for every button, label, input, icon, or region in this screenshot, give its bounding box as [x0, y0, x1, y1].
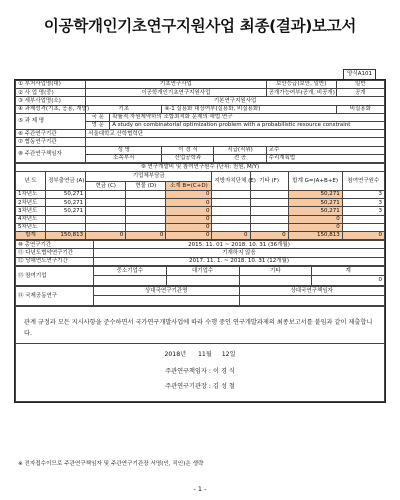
year-label: 3차년도 — [16, 207, 46, 215]
col-other: 기타 (F) — [250, 172, 288, 191]
signature-head-name: 김 성 철 — [213, 382, 235, 390]
value-task-name-ko: 확률적 자원제약하의 조합최적화 문제의 해법 연구 — [110, 113, 385, 121]
sum-kind: 0 — [126, 232, 166, 240]
sum-label: 합계 — [16, 232, 46, 240]
year-label: 4차년도 — [16, 215, 46, 223]
label-pi-name: 성 명 — [86, 146, 162, 154]
signature-head — [16, 382, 384, 391]
value-large — [166, 276, 239, 286]
label-coop-institution: ⑦ 협동연구기관 — [16, 138, 86, 146]
head-sme: 중소기업수 — [94, 266, 167, 276]
value-partner-inst — [94, 296, 240, 306]
row-task-name-ko — [16, 113, 385, 121]
row-program-name — [16, 89, 385, 97]
col-people: 참여연구원수 — [342, 172, 384, 191]
value-total-period: 2015. 11. 01 ~ 2018. 10. 31 (36개월) — [94, 241, 385, 249]
value-program-name: 이공학개인기초연구지원사업 — [86, 89, 266, 97]
year-total: 50,271 — [288, 207, 342, 215]
year-people: 3 — [342, 199, 384, 207]
date-day: 12일 — [221, 350, 236, 358]
value-disclosure: 공개 — [336, 89, 384, 97]
value-practical-use: 비실용화 — [336, 105, 384, 113]
label-task-nature: ④ 과제성격(기초, 응용, 개발) — [16, 105, 86, 113]
col-subtotal: 소계 B=(C+D) — [166, 181, 212, 191]
col-total: 합계 G=(A+B+E) — [288, 172, 342, 191]
year-people — [342, 223, 384, 231]
year-gov: 50,271 — [46, 199, 86, 207]
year-gov — [46, 215, 86, 223]
period-table — [15, 240, 385, 266]
form-id-badge: 양식A101 — [343, 69, 376, 80]
value-sub-program: 기본연구지원사업 — [86, 97, 385, 105]
signature-researcher-name: 이 경 식 — [213, 367, 235, 375]
year-total: 0 — [288, 223, 342, 231]
label-pi-title: 직급(직위) — [214, 146, 266, 154]
funding-header: ⑨ 연구개발비 및 참여연구원수 (단위: 천원, M/Y) — [16, 163, 385, 171]
label-host-institution: ⑥ 주관연구기관 — [16, 130, 86, 138]
signature-researcher-label: 주관연구책임자 : — [165, 367, 212, 375]
sum-people: 0 — [342, 232, 384, 240]
sum-local: 0 — [212, 232, 250, 240]
value-pi-dept: 산업공학과 — [162, 154, 214, 162]
head-partner-inst: 상대국연구기관명 — [94, 286, 240, 296]
label-total-period: ⑩ 총연구기간 — [16, 241, 94, 249]
value-pi-major: 수리계획법 — [266, 154, 384, 162]
report-title: 이공학개인기초연구지원사업 최종(결과)보고서 — [43, 17, 357, 35]
funding-sum-row — [16, 232, 385, 240]
label-sub-program: ③ 세부사업명(소) — [16, 97, 86, 105]
funding-row — [16, 207, 385, 215]
year-total: 50,271 — [288, 199, 342, 207]
value-partner-pi — [239, 296, 385, 306]
year-subtotal: 0 — [166, 191, 212, 199]
value-task-name-en: A study on combinatorial optimization problem with a probabilistic resource constraint — [110, 121, 385, 129]
label-ministry-program: ① 부처사업명(대) — [16, 81, 86, 89]
row-ministry-program — [16, 81, 385, 89]
label-disclosure: 공개가능여부(공개, 비공개) — [266, 89, 336, 97]
col-cash: 현금 (C) — [86, 181, 126, 191]
col-kind: 현물 (D) — [126, 181, 166, 191]
funding-row — [16, 191, 385, 199]
label-intl: ⑭ 국제공동연구 — [16, 286, 94, 305]
year-gov: 50,271 — [46, 207, 86, 215]
value-current-period: 2017. 11. 1. ~ 2018. 10. 31 (12개월) — [94, 257, 385, 265]
year-label: 5차년도 — [16, 223, 46, 231]
row-task-nature — [16, 105, 385, 113]
row-host-institution — [16, 130, 385, 138]
year-people: 3 — [342, 191, 384, 199]
value-pi-title: 교수 — [266, 146, 384, 154]
year-subtotal: 0 — [166, 215, 212, 223]
value-security: 일반 — [336, 81, 384, 89]
intl-table — [15, 286, 385, 306]
year-people — [342, 215, 384, 223]
label-multi-year-period: ⑪ 다년도협약연구기간 — [16, 249, 94, 257]
info-table — [15, 80, 385, 163]
label-program-name: ② 사 업 명(중) — [16, 89, 86, 97]
label-pi-major: 전 공 — [214, 154, 266, 162]
year-gov — [46, 223, 86, 231]
head-other: 기타 — [239, 266, 312, 276]
year-subtotal: 0 — [166, 199, 212, 207]
value-task-nature: 기초 — [86, 105, 162, 113]
value-pi-name: 이 경 식 — [162, 146, 214, 154]
year-label: 2차년도 — [16, 199, 46, 207]
year-gov: 50,271 — [46, 191, 86, 199]
signature-head-label: 주관연구기관장 : — [165, 382, 212, 390]
funding-row — [16, 223, 385, 231]
sum-other: 0 — [250, 232, 288, 240]
value-ministry-program: 기초연구사업 — [86, 81, 266, 89]
col-corp: 기업체부담금 — [86, 172, 212, 182]
participants-table — [15, 266, 385, 286]
sum-subtotal: 0 — [166, 232, 212, 240]
funding-table — [15, 163, 385, 240]
head-partner-pi: 상대국연구책임자 — [239, 286, 385, 296]
statement-table — [15, 306, 385, 402]
row-sub-program — [16, 97, 385, 105]
report-form — [14, 79, 386, 403]
head-large: 대기업수 — [166, 266, 239, 276]
label-english: 영 문 — [86, 121, 110, 129]
year-total: 0 — [288, 215, 342, 223]
sum-cash: 0 — [86, 232, 126, 240]
date-year: 2018년 — [164, 350, 187, 358]
year-subtotal: 0 — [166, 207, 212, 215]
submission-date — [16, 350, 384, 359]
head-count: 계 — [312, 266, 385, 276]
sum-gov: 150,813 — [46, 232, 86, 240]
label-pi: ⑧ 주관연구책임자 — [16, 146, 86, 162]
col-gov: 정부출연금 (A) — [46, 172, 86, 191]
sum-total: 150,813 — [288, 232, 342, 240]
row-coop-institution — [16, 138, 385, 146]
col-year: 년 도 — [16, 172, 46, 191]
value-other — [239, 276, 312, 286]
label-current-period: ⑫ 당해연도연구기간 — [16, 257, 94, 265]
year-total: 50,271 — [288, 191, 342, 199]
year-label: 1차년도 — [16, 191, 46, 199]
label-korean: 국 문 — [86, 113, 110, 121]
year-people: 3 — [342, 207, 384, 215]
label-practical-use: ④-1 실용화 대상여부(실용화, 비실용화) — [162, 105, 336, 113]
label-participants: ⑬ 참여기업 — [16, 266, 94, 285]
label-security: 보안등급(보안, 일반) — [266, 81, 336, 89]
signature-researcher — [16, 367, 384, 376]
submission-statement: 관계 규정과 모든 지시사항을 준수하면서 국가연구개발사업에 따라 수행 중인 연구개발과제의 최종보고서를 붙임과 같이 제출합니다. — [16, 306, 385, 343]
value-count: 0 — [312, 276, 385, 286]
funding-row — [16, 215, 385, 223]
value-host-institution: 서울대학교 산학협력단 — [86, 130, 385, 138]
label-task-name: ⑤ 과 제 명 — [16, 113, 86, 129]
label-pi-dept: 소속부서 — [86, 154, 162, 162]
col-local: 지방자치단체 (E) — [212, 172, 250, 191]
value-multi-year-period: 기재하지 않음 — [94, 249, 385, 257]
funding-row — [16, 199, 385, 207]
date-month: 11월 — [197, 350, 212, 358]
value-coop-institution — [86, 138, 385, 146]
row-pi-name — [16, 146, 385, 154]
page-number: - 1 - — [193, 485, 207, 493]
footnote: ※ 전자접수이므로 주관연구책임자 및 주관연구기관장 서명(인, 직인)은 생략 — [18, 461, 204, 467]
value-sme — [94, 276, 167, 286]
year-subtotal: 0 — [166, 223, 212, 231]
